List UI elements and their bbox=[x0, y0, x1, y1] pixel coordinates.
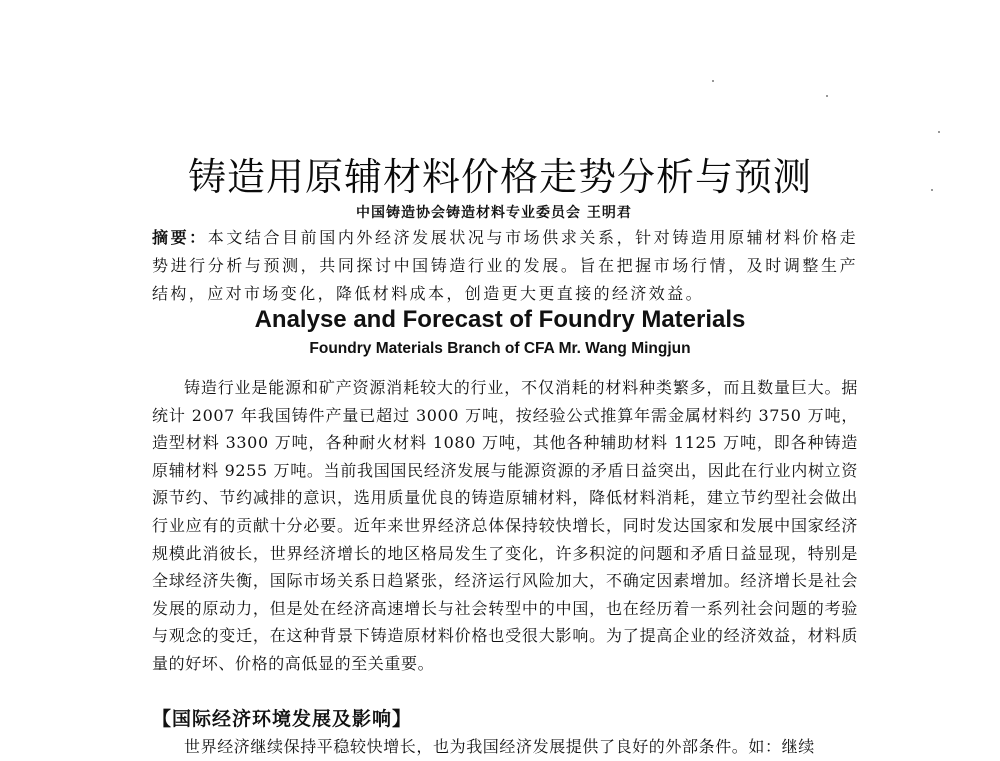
section-heading: 【国际经济环境发展及影响】 bbox=[152, 708, 413, 730]
article-title-en: Analyse and Forecast of Foundry Materials bbox=[254, 306, 746, 333]
author-line-en: Foundry Materials Branch of CFA Mr. Wang Mingjun bbox=[309, 340, 691, 357]
abstract-text: 本文结合目前国内外经济发展状况与市场供求关系，针对铸造用原辅材料价格走势进行分析与预测，共同探讨中国铸造行业的发展。旨在把握市场行情，及时调整生产结构，应对市场变化，降低材料成本，创造更大更直接的经济效益。 bbox=[152, 228, 858, 303]
article-title-cn: 铸造用原辅材料价格走势分析与预测 bbox=[187, 155, 812, 199]
intro-paragraph: 铸造行业是能源和矿产资源消耗较大的行业，不仅消耗的材料种类繁多，而且数量巨大。据统计 2007 年我国铸件产量已超过 3000 万吨，按经验公式推算年需金属材料约 3750 万吨，造型材料 3300 万吨，各种耐火材料 1080 万吨，其他各种辅助材料 1125 万吨，即各种铸造原辅材料 9255 万吨。当前我国国民经济发展与能源资源的矛盾日益突出，因此在行业内树立资源节约、节约减排的意识，选用质量优良的铸造原辅材料，降低材料消耗，建立节约型社会做出行业应有的贡献十分必要。近年来世界经济总体保持较快增长，同时发达国家和发展中国家经济规模此消彼长，世界经济增长的地区格局发生了变化，许多积淀的问题和矛盾日益显现，特别是全球经济失衡，国际市场关系日趋紧张，经济运行风险加大，不确定因素增加。经济增长是社会发展的原动力，但是处在经济高速增长与社会转型中的中国，也在经历着一系列社会问题的考验与观念的变迁，在这种背景下铸造原材料价格也受很大影响。为了提高企业的经济效益，材料质量的好坏、价格的高低显的至关重要。 bbox=[152, 378, 858, 673]
abstract bbox=[152, 224, 858, 308]
section-paragraph: 世界经济继续保持平稳较快增长，也为我国经济发展提供了良好的外部条件。如：继续 bbox=[184, 737, 815, 756]
abstract-label: 摘要： bbox=[152, 228, 208, 247]
scan-speck bbox=[826, 95, 828, 97]
scan-speck bbox=[938, 131, 940, 133]
scan-speck bbox=[712, 80, 714, 82]
author-line-cn: 中国铸造协会铸造材料专业委员会 王明君 bbox=[356, 205, 632, 221]
